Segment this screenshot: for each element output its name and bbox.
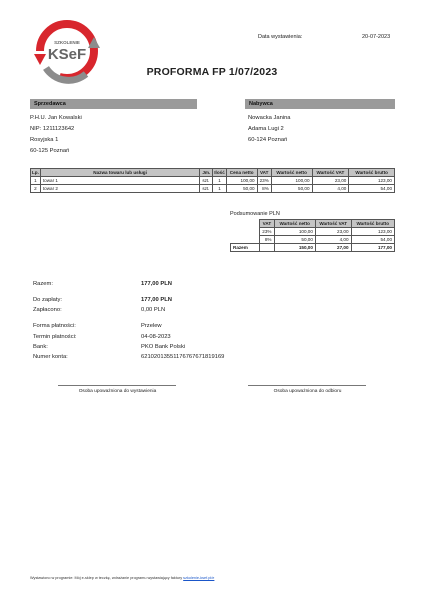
table-cell: 23% <box>260 228 274 236</box>
column-header: Nazwa towaru lub usługi <box>40 169 199 177</box>
seller-name: P.H.U. Jan Kowalski <box>30 115 82 121</box>
account-number-label: Numer konta: <box>33 354 68 360</box>
table-cell: 1 <box>213 177 226 185</box>
buyer-city: 60-124 Poznań <box>248 137 288 143</box>
table-cell: 8% <box>260 236 274 244</box>
table-cell: szt. <box>200 185 213 193</box>
table-cell: towar 1 <box>40 177 199 185</box>
seller-header: Sprzedawca <box>30 99 197 109</box>
table-cell: 4,00 <box>312 185 349 193</box>
items-table <box>30 168 395 193</box>
summary-caption: Podsumowanie PLN <box>230 211 280 217</box>
logo-top-text: SZKOLENIE <box>54 40 80 45</box>
table-cell: 4,00 <box>315 236 351 244</box>
column-header: Wartość netto <box>271 169 312 177</box>
table-cell: 50,00 <box>274 236 315 244</box>
payment-method-value: Przelew <box>141 323 162 329</box>
table-cell: Razem <box>231 244 260 252</box>
column-header: Wartość VAT <box>315 220 351 228</box>
due-date-value: 04-08-2023 <box>141 334 171 340</box>
column-header: VAT <box>257 169 271 177</box>
table-cell: 1 <box>31 177 41 185</box>
signature-line-receiver <box>248 385 366 386</box>
table-cell: szt. <box>200 177 213 185</box>
table-cell: 23% <box>257 177 271 185</box>
footer-link[interactable]: szkolenie-ksef.pl/e <box>183 576 215 580</box>
footer-text: Wystawiono w programie: Mój e-sklep w teczkę, wdrażanie programu wystawiający faktury <box>30 576 184 580</box>
table-cell: 123,00 <box>349 177 395 185</box>
table-cell: 2 <box>31 185 41 193</box>
buyer-header: Nabywca <box>245 99 395 109</box>
table-cell: 27,00 <box>315 244 351 252</box>
table-cell: 100,00 <box>274 228 315 236</box>
to-pay-value: 177,00 PLN <box>141 297 172 303</box>
column-header: Wartość netto <box>274 220 315 228</box>
table-cell: 177,00 <box>351 244 394 252</box>
buyer-name: Nowacka Janina <box>248 115 291 121</box>
account-number-value: 62102013551176767671819169 <box>141 354 225 360</box>
column-header: VAT <box>260 220 274 228</box>
table-row <box>231 228 395 236</box>
ksef-logo <box>26 10 108 92</box>
paid-label: Zapłacono: <box>33 307 62 313</box>
table-cell: 100,00 <box>226 177 257 185</box>
table-cell: 123,00 <box>351 228 394 236</box>
column-header: Ilość <box>214 170 225 175</box>
logo-main-text: KSeF <box>47 46 87 63</box>
column-header: Cena netto <box>226 169 257 177</box>
payment-method-label: Forma płatności: <box>33 323 76 329</box>
seller-nip: NIP: 1211123642 <box>30 126 75 132</box>
table-cell: 50,00 <box>226 185 257 193</box>
logo-arrow-icon <box>34 54 46 65</box>
summary-header-row <box>231 220 395 228</box>
signature-issuer-caption: Osoba upoważniona do wystawienia <box>78 389 157 394</box>
footer <box>30 576 214 580</box>
sum-label: Razem: <box>33 281 53 287</box>
issue-date-value: 20-07-2023 <box>362 34 391 40</box>
table-cell: 50,00 <box>271 185 312 193</box>
summary-total-row <box>231 244 395 252</box>
column-header: Jm. <box>200 169 213 177</box>
column-header: Wartość brutto <box>349 169 395 177</box>
table-cell: 23,00 <box>315 228 351 236</box>
table-row <box>31 177 395 185</box>
seller-street: Rosyjska 1 <box>30 137 59 143</box>
table-cell: 8% <box>257 185 271 193</box>
table-cell: 1 <box>213 185 226 193</box>
column-header: Wartość VAT <box>312 169 349 177</box>
buyer-street: Adama Lugi 2 <box>248 126 284 132</box>
table-row <box>31 185 395 193</box>
table-cell: towar 2 <box>40 185 199 193</box>
table-cell: 100,00 <box>271 177 312 185</box>
issue-date-label: Data wystawienia: <box>258 34 303 40</box>
bank-value: PKO Bank Polski <box>141 344 186 350</box>
to-pay-label: Do zapłaty: <box>33 297 62 303</box>
column-header: Wartość brutto <box>351 220 394 228</box>
signature-receiver-caption: Osoba upoważniona do odbioru <box>273 389 342 394</box>
column-header: Lp. <box>32 170 39 175</box>
due-date-label: Termin płatności: <box>33 334 77 340</box>
table-cell: 150,00 <box>274 244 315 252</box>
sum-value: 177,00 PLN <box>141 281 172 287</box>
paid-value: 0,00 PLN <box>141 307 166 313</box>
table-row <box>231 236 395 244</box>
items-header-row <box>31 169 395 177</box>
bank-label: Bank: <box>33 344 48 350</box>
document-title: PROFORMA FP 1/07/2023 <box>146 66 278 78</box>
table-cell: 54,00 <box>351 236 394 244</box>
summary-table <box>230 219 395 252</box>
signature-line-issuer <box>58 385 176 386</box>
table-cell: 54,00 <box>349 185 395 193</box>
table-cell: 23,00 <box>312 177 349 185</box>
seller-city: 60-125 Poznań <box>30 148 70 154</box>
